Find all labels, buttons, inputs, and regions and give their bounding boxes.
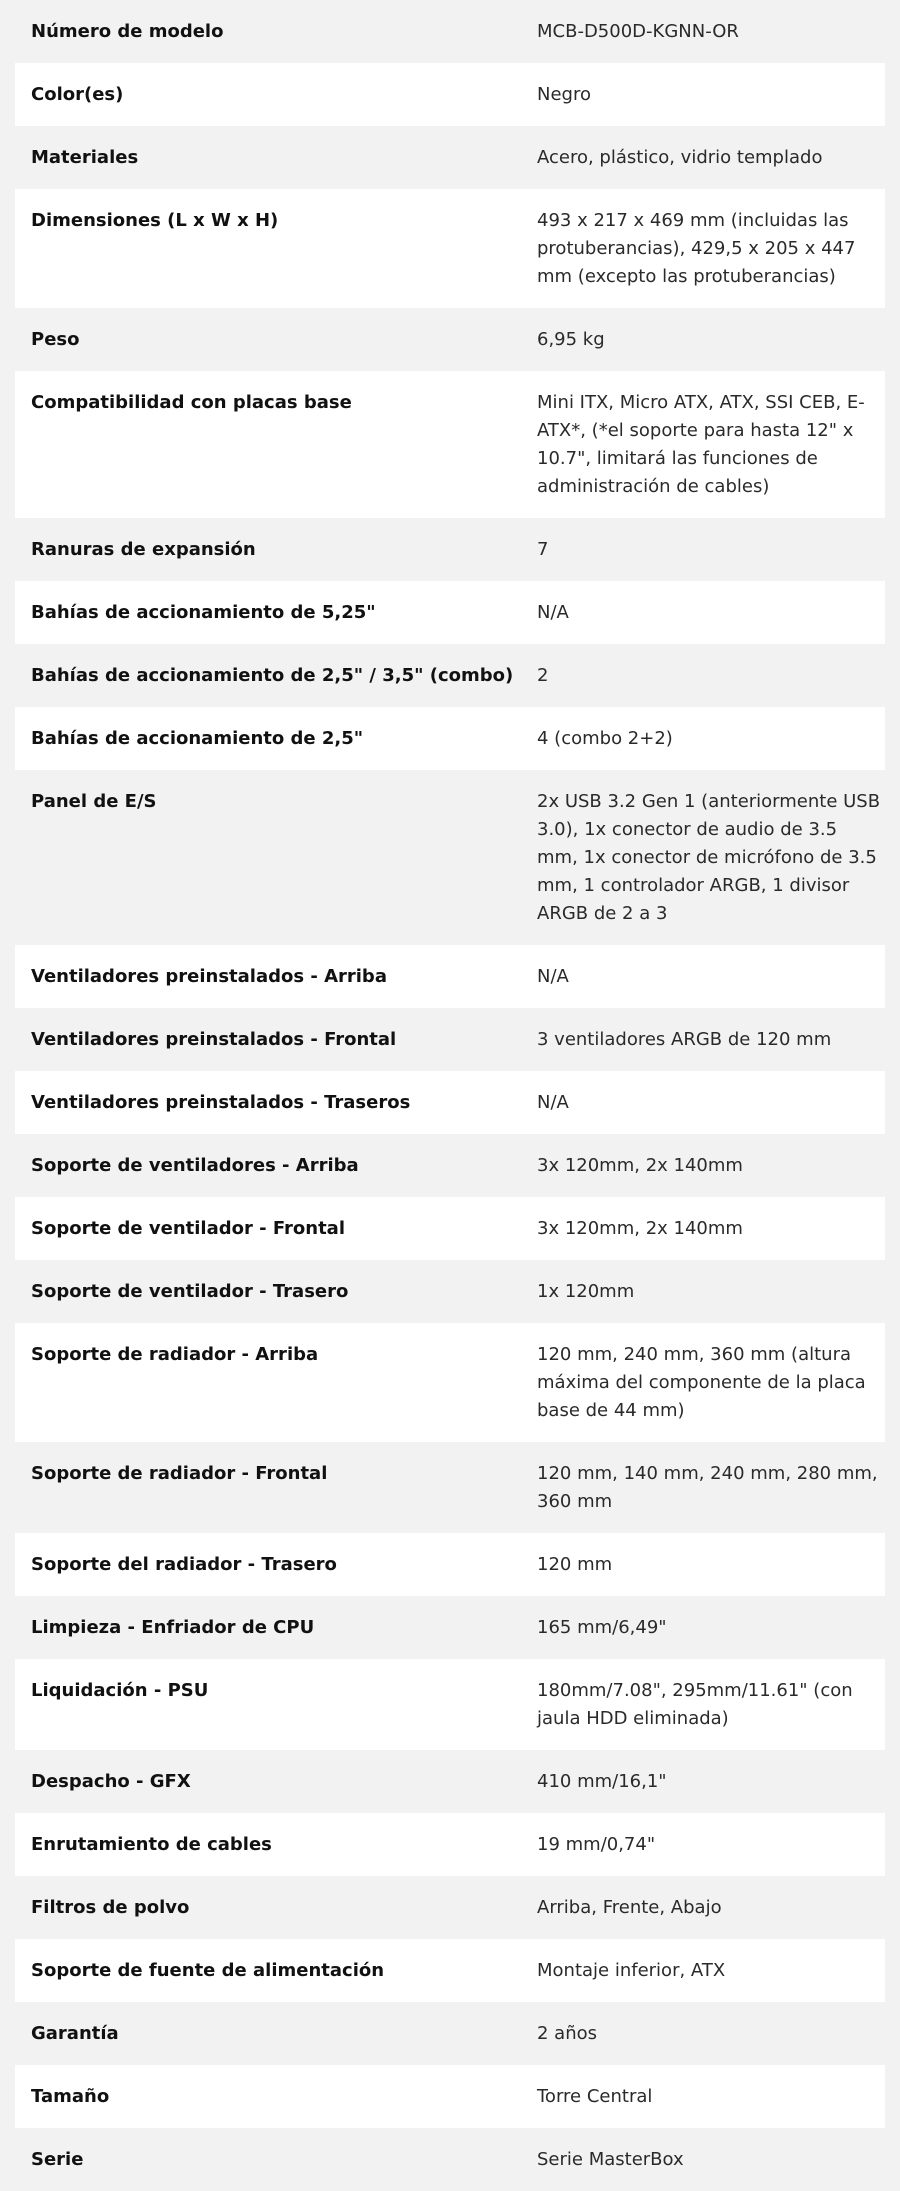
spec-label: Ventiladores preinstalados - Frontal [31, 1029, 397, 1050]
spec-row-preinstalled-fans-rear [15, 1071, 885, 1134]
spec-row-radiator-rear [15, 1533, 885, 1596]
spec-row-fan-support-top [15, 1134, 885, 1197]
spec-label: Compatibilidad con placas base [31, 392, 352, 413]
spec-row-model-number [15, 0, 885, 63]
spec-value: Serie MasterBox [537, 2149, 684, 2170]
spec-label: Ventiladores preinstalados - Arriba [31, 966, 387, 987]
spec-label: Soporte de ventilador - Trasero [31, 1281, 349, 1302]
spec-label: Peso [31, 329, 80, 350]
spec-row-io-panel [15, 770, 885, 945]
spec-row-psu-clearance [15, 1659, 885, 1750]
spec-label: Dimensiones (L x W x H) [31, 210, 279, 231]
spec-value: 19 mm/0,74" [537, 1834, 656, 1855]
spec-value: 2 años [537, 2023, 598, 2044]
spec-label: Soporte del radiador - Trasero [31, 1554, 337, 1575]
spec-label: Color(es) [31, 84, 124, 105]
spec-label: Bahías de accionamiento de 5,25" [31, 602, 376, 623]
spec-row-weight [15, 308, 885, 371]
spec-row-size [15, 2065, 885, 2128]
spec-label: Ventiladores preinstalados - Traseros [31, 1092, 411, 1113]
spec-label: Bahías de accionamiento de 2,5" / 3,5" (combo) [31, 665, 514, 686]
spec-row-series [15, 2128, 885, 2191]
spec-row-motherboard-compat [15, 371, 885, 518]
spec-value: Negro [537, 84, 591, 105]
spec-row-expansion-slots [15, 518, 885, 581]
spec-label: Materiales [31, 147, 139, 168]
spec-value: 7 [537, 539, 549, 560]
spec-value: 4 (combo 2+2) [537, 728, 673, 749]
spec-row-warranty [15, 2002, 885, 2065]
spec-row-radiator-top [15, 1323, 885, 1442]
spec-value: 180mm/7.08", 295mm/11.61" (con jaula HDD eliminada) [537, 1680, 853, 1729]
spec-value: N/A [537, 1092, 569, 1113]
spec-row-25-bays [15, 707, 885, 770]
spec-label: Ranuras de expansión [31, 539, 256, 560]
spec-row-combo-bays [15, 644, 885, 707]
spec-label: Soporte de radiador - Frontal [31, 1463, 328, 1484]
spec-value: 3x 120mm, 2x 140mm [537, 1218, 743, 1239]
spec-row-dust-filters [15, 1876, 885, 1939]
spec-label: Garantía [31, 2023, 119, 2044]
spec-label: Soporte de ventilador - Frontal [31, 1218, 345, 1239]
spec-row-psu-support [15, 1939, 885, 2002]
spec-value: 493 x 217 x 469 mm (incluidas las protuberancias), 429,5 x 205 x 447 mm (excepto las protuberancias) [537, 210, 856, 287]
spec-value: 2x USB 3.2 Gen 1 (anteriormente USB 3.0), 1x conector de audio de 3.5 mm, 1x conector de micrófono de 3.5 mm, 1 controlador ARGB, 1 divisor ARGB de 2 a 3 [537, 791, 881, 924]
spec-label: Serie [31, 2149, 84, 2170]
spec-label: Liquidación - PSU [31, 1680, 209, 1701]
spec-value: Arriba, Frente, Abajo [537, 1897, 722, 1918]
spec-row-radiator-front [15, 1442, 885, 1533]
spec-label: Soporte de radiador - Arriba [31, 1344, 319, 1365]
spec-value: 3x 120mm, 2x 140mm [537, 1155, 743, 1176]
spec-value: 410 mm/16,1" [537, 1771, 667, 1792]
spec-value: Acero, plástico, vidrio templado [537, 147, 823, 168]
spec-value: 6,95 kg [537, 329, 605, 350]
spec-row-materials [15, 126, 885, 189]
spec-value: N/A [537, 602, 569, 623]
spec-label: Soporte de fuente de alimentación [31, 1960, 385, 1981]
spec-label: Despacho - GFX [31, 1771, 191, 1792]
spec-label: Limpieza - Enfriador de CPU [31, 1617, 315, 1638]
spec-value: Mini ITX, Micro ATX, ATX, SSI CEB, E-ATX*, (*el soporte para hasta 12" x 10.7", limitará las funciones de administración de cables) [537, 392, 865, 497]
spec-value: 120 mm, 140 mm, 240 mm, 280 mm, 360 mm [537, 1463, 878, 1512]
spec-value: 3 ventiladores ARGB de 120 mm [537, 1029, 832, 1050]
spec-row-preinstalled-fans-front [15, 1008, 885, 1071]
spec-value: 165 mm/6,49" [537, 1617, 667, 1638]
spec-value: MCB-D500D-KGNN-OR [537, 21, 739, 42]
spec-row-colors [15, 63, 885, 126]
spec-row-preinstalled-fans-top [15, 945, 885, 1008]
spec-table [15, 0, 885, 2191]
spec-label: Enrutamiento de cables [31, 1834, 272, 1855]
spec-value: 120 mm, 240 mm, 360 mm (altura máxima del componente de la placa base de 44 mm) [537, 1344, 866, 1421]
spec-value: Torre Central [537, 2086, 653, 2107]
spec-row-525-bays [15, 581, 885, 644]
spec-label: Tamaño [31, 2086, 110, 2107]
spec-value: 1x 120mm [537, 1281, 635, 1302]
spec-value: N/A [537, 966, 569, 987]
spec-label: Panel de E/S [31, 791, 157, 812]
spec-row-dimensions [15, 189, 885, 308]
spec-row-fan-support-rear [15, 1260, 885, 1323]
spec-label: Filtros de polvo [31, 1897, 190, 1918]
spec-label: Soporte de ventiladores - Arriba [31, 1155, 359, 1176]
spec-value: 2 [537, 665, 549, 686]
spec-value: Montaje inferior, ATX [537, 1960, 726, 1981]
spec-label: Número de modelo [31, 21, 224, 42]
spec-row-fan-support-front [15, 1197, 885, 1260]
spec-value: 120 mm [537, 1554, 613, 1575]
spec-label: Bahías de accionamiento de 2,5" [31, 728, 364, 749]
spec-row-cable-routing [15, 1813, 885, 1876]
spec-row-cpu-clearance [15, 1596, 885, 1659]
spec-row-gfx-clearance [15, 1750, 885, 1813]
